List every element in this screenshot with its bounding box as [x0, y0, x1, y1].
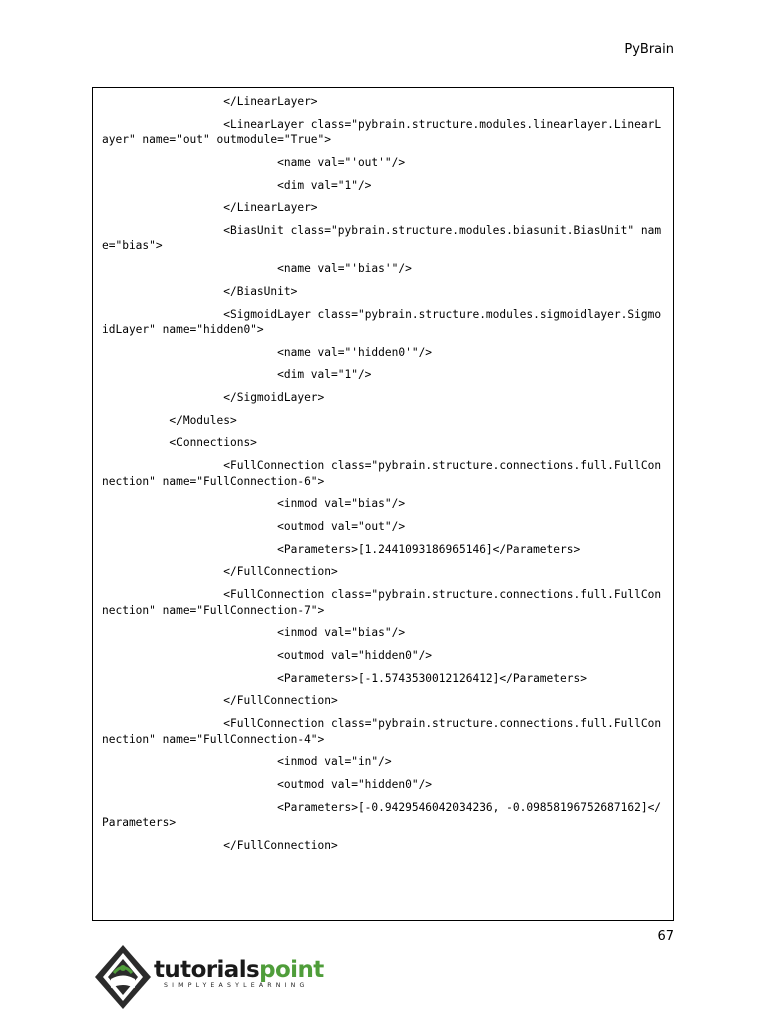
code-line: <FullConnection class="pybrain.structure.connections.full.FullConnection" name="FullConnection-6"> [102, 459, 662, 488]
page-number: 67 [657, 929, 674, 944]
logo-diamond-icon [92, 942, 154, 1012]
code-line: <dim val="1"/> [102, 368, 372, 382]
code-line: <Parameters>[-1.5743530012126412]</Parameters> [102, 671, 587, 685]
code-line: <outmod val="hidden0"/> [102, 648, 433, 662]
tutorialspoint-logo [92, 940, 342, 1014]
code-line: <FullConnection class="pybrain.structure.connections.full.FullConnection" name="FullConnection-7"> [102, 588, 662, 617]
code-line: <outmod val="hidden0"/> [102, 777, 433, 791]
code-line: </FullConnection> [102, 565, 338, 579]
code-line: <Parameters>[-0.9429546042034236, -0.09858196752687162]</Parameters> [102, 800, 662, 830]
code-line: </LinearLayer> [102, 201, 318, 215]
code-line: <inmod val="bias"/> [102, 626, 406, 640]
code-line: </BiasUnit> [102, 284, 298, 298]
code-line: <outmod val="out"/> [102, 520, 406, 533]
code-line: <name val="'bias'"/> [102, 262, 412, 276]
code-line: <inmod val="bias"/> [102, 497, 406, 511]
code-line: <Parameters>[1.2441093186965146]</Parameters> [102, 542, 581, 556]
code-line: </Modules> [102, 413, 237, 427]
code-line: <FullConnection class="pybrain.structure.connections.full.FullConnection" name="FullConnection-4"> [102, 717, 662, 746]
code-line: <inmod val="in"/> [102, 755, 392, 769]
code-line: </FullConnection> [102, 694, 338, 708]
document-title: PyBrain [624, 42, 674, 57]
code-line: <Connections> [102, 436, 257, 450]
code-line: </SigmoidLayer> [102, 391, 325, 405]
code-line: <SigmoidLayer class="pybrain.structure.modules.sigmoidlayer.SigmoidLayer" name="hidden0"> [102, 307, 662, 336]
code-line: <name val="'out'"/> [102, 155, 406, 169]
code-line: <dim val="1"/> [102, 178, 372, 192]
logo-wordmark [154, 957, 324, 983]
code-listing [102, 94, 664, 860]
logo-tagline: SIMPLYEASYLEARNING [164, 982, 309, 989]
logo-text-accent: point [259, 957, 324, 983]
code-line: <LinearLayer class="pybrain.structure.modules.linearlayer.LinearLayer" name="out" outmodule="True"> [102, 117, 662, 147]
code-line: </LinearLayer> [102, 95, 318, 108]
code-line: <name val="'hidden0'"/> [102, 345, 433, 359]
code-listing-box [92, 87, 674, 921]
code-line: <BiasUnit class="pybrain.structure.modules.biasunit.BiasUnit" name="bias"> [102, 223, 662, 253]
code-line: </FullConnection> [102, 838, 338, 852]
logo-text-main: tutorials [154, 957, 260, 983]
